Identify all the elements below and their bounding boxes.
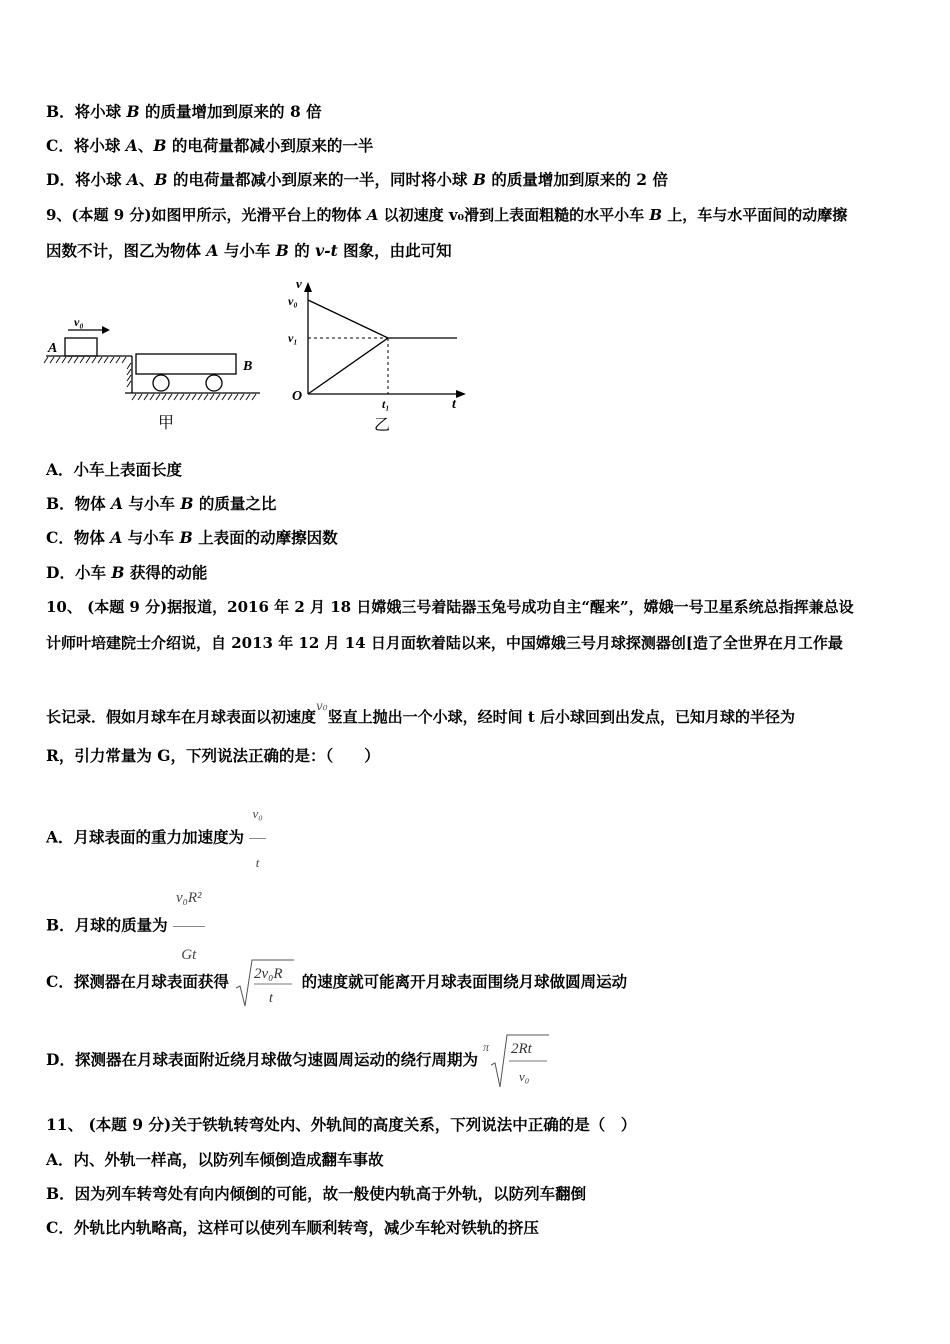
line-a: [308, 300, 388, 338]
axis-v1-label: v₁: [288, 331, 298, 345]
q10-stem-line4: R，引力常量为 G，下列说法正确的是：（ ）: [46, 746, 380, 765]
q10-stem-line3: 长记录．假如月球车在月球表面以初速度$^{v_0}$竖直上抛出一个小球，经时间 t 后小球回到出发点，已知月球的半径为: [46, 699, 795, 726]
q8-option-b: B．将小球 B 的质量增加到原来的 8 倍: [46, 102, 322, 121]
fig-jia-caption: 甲: [158, 415, 175, 432]
fig-jia-label-a: A: [48, 341, 58, 356]
pi-sqrt-icon: [483, 1033, 551, 1091]
q10-option-b: B．月球的质量为 $\frac{\text{v₀R²}}{Gt}$: [46, 870, 205, 983]
fraction-v0-over-t: $\frac{\text{v₀}}{t}$: [249, 790, 265, 887]
v0-symbol: v₀: [316, 699, 328, 713]
q9-stem-line1: 9、(本题 9 分)如图甲所示，光滑平台上的物体 A 以初速度 v₀滑到上表面粗糙的水平小车 B 上，车与水平面间的动摩擦: [46, 206, 848, 224]
figure-yi: [282, 272, 472, 438]
sqrt-expression: [234, 953, 296, 1013]
cart-b: [136, 354, 236, 374]
block-a: [65, 338, 97, 356]
q9-option-a: A．小车上表面长度: [46, 460, 183, 479]
svg-text:v₀: v₀: [519, 1069, 530, 1084]
figure-jia: [40, 308, 270, 438]
origin-label: O: [292, 389, 303, 404]
q11-option-a: A．内、外轨一样高，以防列车倾倒造成翻车事故: [46, 1150, 384, 1169]
q10-option-d: D．探测器在月球表面附近绕月球做匀速圆周运动的绕行周期为 π 2Rt v₀: [46, 1030, 551, 1091]
axis-t1-label: t₁: [382, 397, 390, 411]
line-b: [308, 338, 388, 394]
fraction-mass: $\frac{\text{v₀R²}}{Gt}$: [173, 870, 205, 983]
svg-text:2v₀R: 2v₀R: [254, 966, 283, 982]
svg-text:2Rt: 2Rt: [511, 1041, 533, 1057]
q10-option-a: A．月球表面的重力加速度为 $\frac{\text{v₀}}{t}$: [46, 790, 266, 887]
q10-option-c: C．探测器在月球表面获得 2v₀R t 的速度就可能离开月球表面围绕月球做圆周运动: [46, 952, 627, 1013]
period-expression: [483, 1031, 551, 1091]
wheel-right: [206, 375, 222, 391]
axis-v0-label: v₀: [288, 294, 298, 308]
wheel-left: [153, 375, 169, 391]
fig-jia-v0: v₀: [74, 315, 84, 329]
axis-v-label: v: [296, 276, 302, 291]
q9-option-c: C．物体 A 与小车 B 上表面的动摩擦因数: [46, 528, 338, 547]
q8-option-c: C．将小球 A、B 的电荷量都减小到原来的一半: [46, 136, 374, 155]
q10-stem-line1: 10、 (本题 9 分)据报道，2016 年 2 月 18 日嫦娥三号着陆器玉兔号成功自主“醒来”，嫦娥一号卫星系统总指挥兼总设: [46, 598, 854, 616]
q11-stem: 11、 (本题 9 分)关于铁轨转弯处内、外轨间的高度关系，下列说法中正确的是（ ）: [46, 1115, 637, 1134]
svg-text:π: π: [483, 1040, 490, 1054]
q11-option-c: C．外轨比内轨略高，这样可以使列车顺利转弯，减少车轮对铁轨的挤压: [46, 1218, 539, 1237]
q9-stem-line2: 因数不计，图乙为物体 A 与小车 B 的 v-t 图象，由此可知: [46, 241, 452, 260]
q9-option-b: B．物体 A 与小车 B 的质量之比: [46, 494, 277, 513]
q9-option-d: D．小车 B 获得的动能: [46, 563, 208, 582]
fig-jia-label-b: B: [243, 359, 253, 374]
axis-t-label: t: [452, 397, 456, 412]
radical-sign-icon: [234, 958, 296, 1010]
q10-stem-line2: 计师叶培建院士介绍说，自 2013 年 12 月 14 日月面软着陆以来，中国嫦娥三号月球探测器创[造了全世界在月工作最: [46, 634, 843, 652]
q11-option-b: B．因为列车转弯处有向内倾倒的可能，故一般使内轨高于外轨，以防列车翻倒: [46, 1184, 587, 1203]
q8-option-d: D．将小球 A、B 的电荷量都减小到原来的一半，同时将小球 B 的质量增加到原来的 2 倍: [46, 170, 668, 189]
svg-text:t: t: [269, 991, 274, 1006]
fig-yi-caption: 乙: [374, 417, 391, 434]
